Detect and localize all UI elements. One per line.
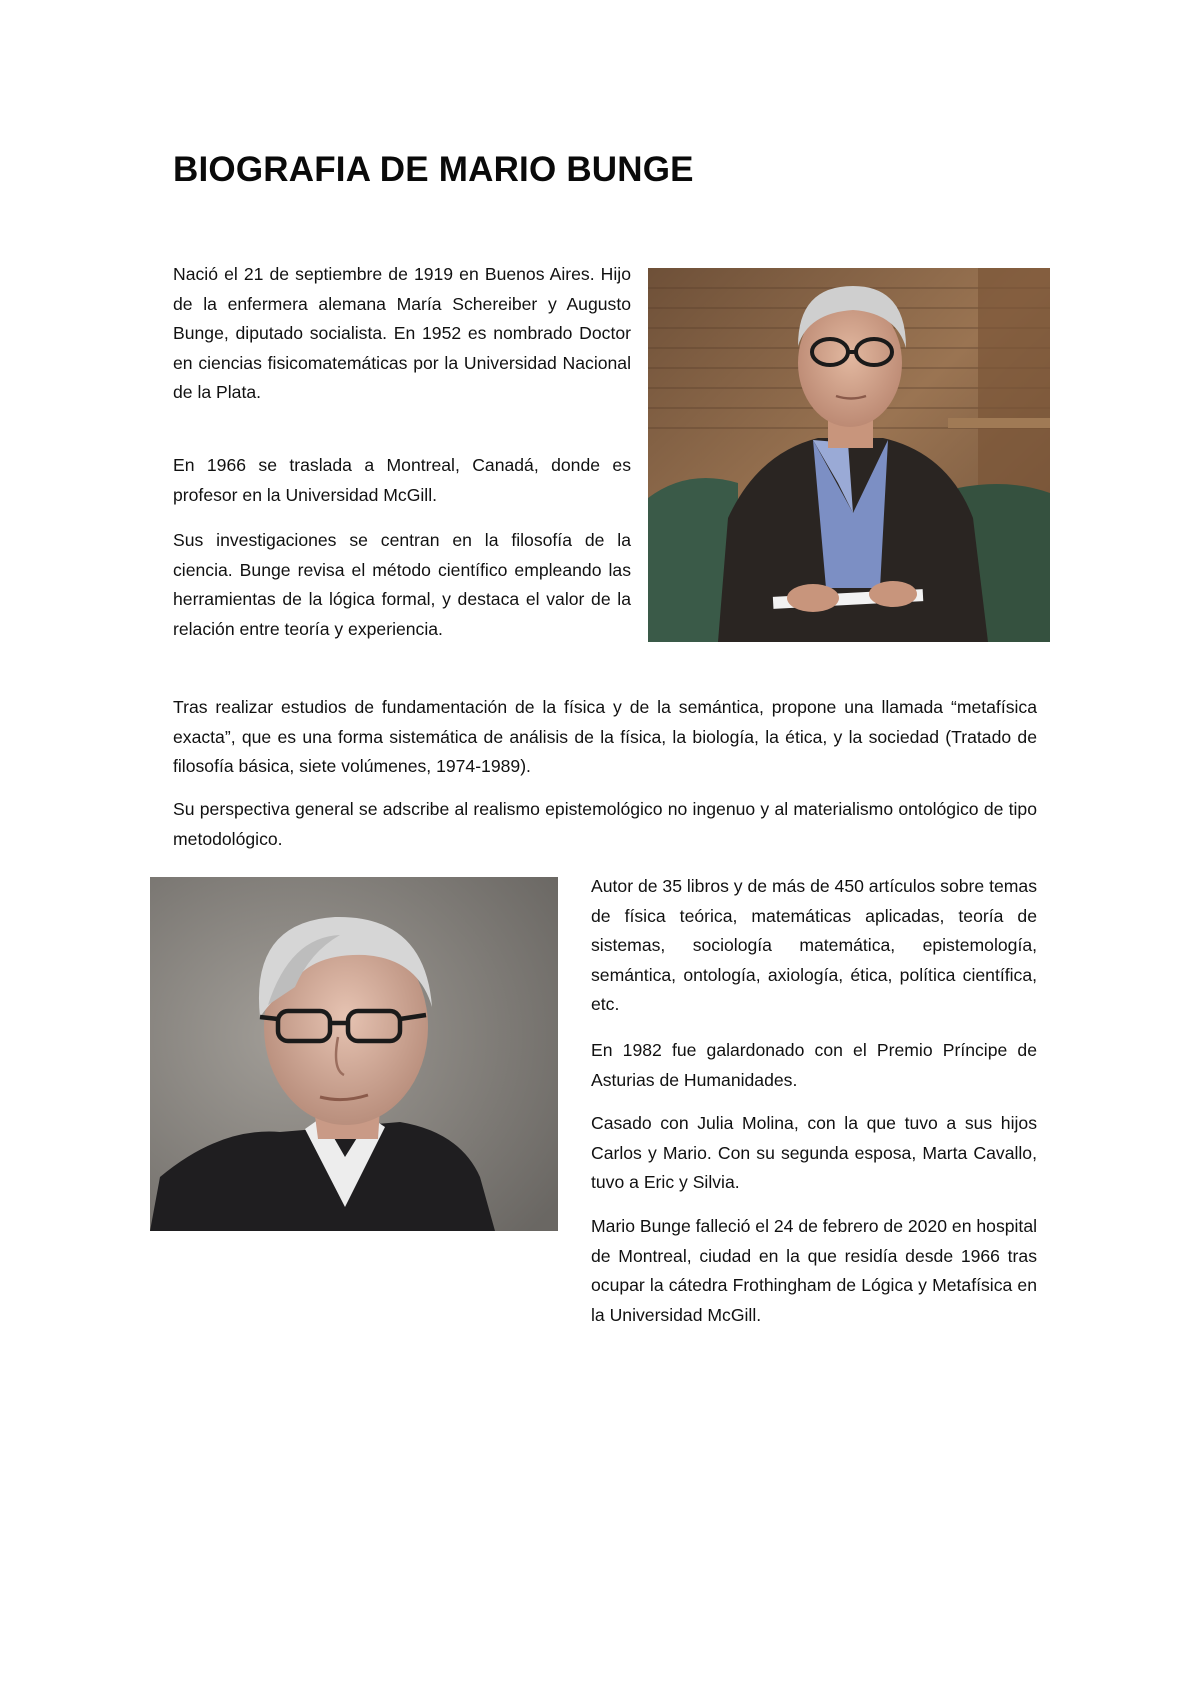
portrait-photo-seated (648, 268, 1050, 642)
page-title: BIOGRAFIA DE MARIO BUNGE (173, 150, 694, 189)
paragraph-research: Sus investigaciones se centran en la filosofía de la ciencia. Bunge revisa el método científico empleando las herramientas de la lógica formal, y destaca el valor de la relación entre teoría y experiencia. (173, 530, 631, 639)
paragraph-birth: Nació el 21 de septiembre de 1919 en Buenos Aires. Hijo de la enfermera alemana María Schereiber y Augusto Bunge, diputado socialista. En 1952 es nombrado Doctor en ciencias fisicomatemáticas por la Universidad Nacional de la Plata. (173, 264, 631, 402)
paragraph-award: En 1982 fue galardonado con el Premio Príncipe de Asturias de Humanidades. (591, 1040, 1037, 1090)
paragraph-montreal: En 1966 se traslada a Montreal, Canadá, donde es profesor en la Universidad McGill. (173, 455, 631, 505)
paragraph-death: Mario Bunge falleció el 24 de febrero de 2020 en hospital de Montreal, ciudad en la que residía desde 1966 tras ocupar la cátedra Frothingham de Lógica y Metafísica en la Universidad McGill. (591, 1216, 1038, 1325)
paragraph-perspective: Su perspectiva general se adscribe al realismo epistemológico no ingenuo y al materialismo ontológico de tipo metodológico. (173, 799, 1037, 849)
paragraph-author: Autor de 35 libros y de más de 450 artículos sobre temas de física teórica, matemáticas aplicadas, teoría de sistemas, sociología matemática, epistemología, semántica, ontología, axiología, ética, política científica, etc. (591, 876, 1037, 1014)
paragraph-family: Casado con Julia Molina, con la que tuvo a sus hijos Carlos y Mario. Con su segunda esposa, Marta Cavallo, tuvo a Eric y Silvia. (591, 1113, 1037, 1192)
portrait-photo-closeup (150, 877, 558, 1231)
paragraph-metaphysics: Tras realizar estudios de fundamentación de la física y de la semántica, propone una llamada “metafísica exacta”, que es una forma sistemática de análisis de la física, la biología, la ética, y la sociedad (Tratado de filosofía básica, siete volúmenes, 1974-1989). (173, 697, 1037, 776)
